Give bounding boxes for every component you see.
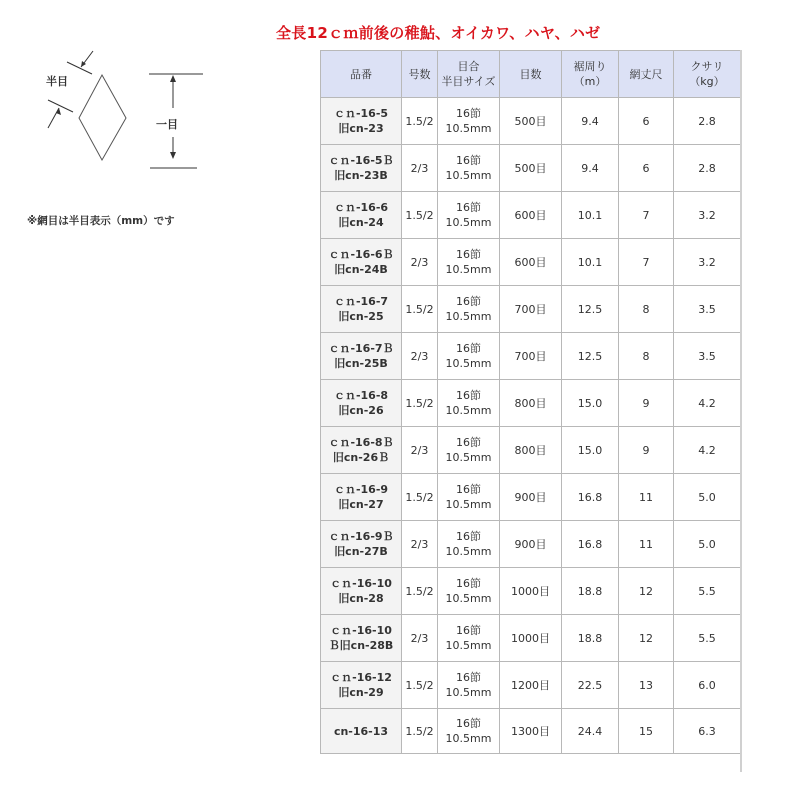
cell-depth: 11 [619,474,674,521]
table-right-edge [740,50,742,772]
table-row [321,568,741,615]
cell-code: ｃｎ-16-8 旧cn-26 [321,380,402,427]
cell-mesh: 16節 10.5mm [438,568,500,615]
cell-gauge: 1.5/2 [402,192,438,239]
table-row [321,98,741,145]
mesh-diamond-illustration [0,40,230,190]
cell-hem: 9.4 [562,98,619,145]
cell-hem: 12.5 [562,333,619,380]
cell-count: 500目 [500,98,562,145]
cell-depth: 15 [619,709,674,754]
table-row [321,286,741,333]
cell-code: ｃｎ-16-10 旧cn-28 [321,568,402,615]
table-row [321,474,741,521]
half-mesh-label: 半目 [46,75,68,88]
cell-mesh: 16節 10.5mm [438,615,500,662]
cell-mesh: 16節 10.5mm [438,380,500,427]
cell-chain: 3.5 [674,333,741,380]
cell-count: 1300目 [500,709,562,754]
cell-hem: 24.4 [562,709,619,754]
cell-code: ｃｎ-16-7Ｂ 旧cn-25B [321,333,402,380]
cell-code: ｃｎ-16-7 旧cn-25 [321,286,402,333]
table-row [321,333,741,380]
cell-count: 800目 [500,380,562,427]
cell-code: ｃｎ-16-6Ｂ 旧cn-24B [321,239,402,286]
cell-depth: 13 [619,662,674,709]
header-count: 目数 [500,51,562,98]
cell-mesh: 16節 10.5mm [438,145,500,192]
table-row [321,615,741,662]
cell-gauge: 1.5/2 [402,709,438,754]
cell-depth: 7 [619,239,674,286]
cell-gauge: 2/3 [402,239,438,286]
cell-chain: 5.0 [674,521,741,568]
table-row [321,145,741,192]
mesh-diagram [0,40,230,190]
cell-chain: 3.2 [674,239,741,286]
cell-chain: 3.5 [674,286,741,333]
cell-hem: 10.1 [562,239,619,286]
cell-hem: 18.8 [562,568,619,615]
cell-gauge: 1.5/2 [402,662,438,709]
cell-code: ｃｎ-16-6 旧cn-24 [321,192,402,239]
cell-depth: 9 [619,380,674,427]
cell-hem: 16.8 [562,474,619,521]
cell-code: ｃｎ-16-5Ｂ 旧cn-23B [321,145,402,192]
cell-gauge: 1.5/2 [402,474,438,521]
cell-code: ｃｎ-16-12 旧cn-29 [321,662,402,709]
cell-mesh: 16節 10.5mm [438,98,500,145]
cell-depth: 7 [619,192,674,239]
table-row [321,192,741,239]
cell-chain: 6.0 [674,662,741,709]
header-gauge: 号数 [402,51,438,98]
cell-count: 900目 [500,474,562,521]
cell-chain: 5.0 [674,474,741,521]
full-mesh-label: 一目 [156,118,178,131]
cell-hem: 9.4 [562,145,619,192]
cell-chain: 5.5 [674,615,741,662]
cell-gauge: 2/3 [402,145,438,192]
cell-mesh: 16節 10.5mm [438,192,500,239]
cell-gauge: 2/3 [402,333,438,380]
cell-chain: 5.5 [674,568,741,615]
table-row [321,380,741,427]
cell-count: 800目 [500,427,562,474]
cell-count: 600目 [500,192,562,239]
cell-gauge: 1.5/2 [402,286,438,333]
cell-depth: 12 [619,615,674,662]
cell-count: 700目 [500,333,562,380]
table-row [321,521,741,568]
cell-gauge: 2/3 [402,427,438,474]
cell-mesh: 16節 10.5mm [438,333,500,380]
cell-code: ｃｎ-16-8Ｂ 旧cn-26Ｂ [321,427,402,474]
cell-hem: 12.5 [562,286,619,333]
table-row [321,709,741,754]
cell-gauge: 1.5/2 [402,380,438,427]
cell-mesh: 16節 10.5mm [438,709,500,754]
cell-count: 500目 [500,145,562,192]
cell-chain: 6.3 [674,709,741,754]
table-row [321,239,741,286]
cell-code: ｃｎ-16-9Ｂ 旧cn-27B [321,521,402,568]
cell-mesh: 16節 10.5mm [438,521,500,568]
cell-chain: 2.8 [674,98,741,145]
cell-gauge: 1.5/2 [402,568,438,615]
cell-depth: 12 [619,568,674,615]
cell-gauge: 1.5/2 [402,98,438,145]
cell-code: ｃｎ-16-5 旧cn-23 [321,98,402,145]
cell-chain: 3.2 [674,192,741,239]
cell-depth: 8 [619,286,674,333]
cell-hem: 10.1 [562,192,619,239]
cell-chain: 4.2 [674,427,741,474]
cell-code: cn-16-13 [321,709,402,754]
mesh-note: ※網目は半目表示（mm）です [27,215,175,227]
header-mesh: 目合 半目サイズ [438,51,500,98]
cell-count: 1000目 [500,568,562,615]
cell-code: ｃｎ-16-10 Ｂ旧cn-28B [321,615,402,662]
cell-hem: 16.8 [562,521,619,568]
cell-depth: 6 [619,98,674,145]
cell-depth: 9 [619,427,674,474]
header-depth: 網丈尺 [619,51,674,98]
cell-mesh: 16節 10.5mm [438,474,500,521]
cell-chain: 4.2 [674,380,741,427]
cell-count: 900目 [500,521,562,568]
cell-gauge: 2/3 [402,615,438,662]
cell-mesh: 16節 10.5mm [438,662,500,709]
cell-mesh: 16節 10.5mm [438,239,500,286]
cell-hem: 18.8 [562,615,619,662]
cell-count: 1200目 [500,662,562,709]
cell-depth: 6 [619,145,674,192]
cell-depth: 11 [619,521,674,568]
cell-hem: 22.5 [562,662,619,709]
page-title: 全長12ｃｍ前後の稚鮎、オイカワ、ハヤ、ハゼ [276,24,601,42]
cell-chain: 2.8 [674,145,741,192]
cell-count: 600目 [500,239,562,286]
cell-mesh: 16節 10.5mm [438,427,500,474]
cell-hem: 15.0 [562,380,619,427]
table-header-row [321,51,741,98]
spec-table [320,50,741,754]
cell-code: ｃｎ-16-9 旧cn-27 [321,474,402,521]
header-code: 品番 [321,51,402,98]
table-row [321,662,741,709]
header-hem: 裾周り （m） [562,51,619,98]
cell-count: 1000目 [500,615,562,662]
cell-count: 700目 [500,286,562,333]
header-chain: クサリ （kg） [674,51,741,98]
table-row [321,427,741,474]
cell-depth: 8 [619,333,674,380]
cell-mesh: 16節 10.5mm [438,286,500,333]
cell-hem: 15.0 [562,427,619,474]
cell-gauge: 2/3 [402,521,438,568]
